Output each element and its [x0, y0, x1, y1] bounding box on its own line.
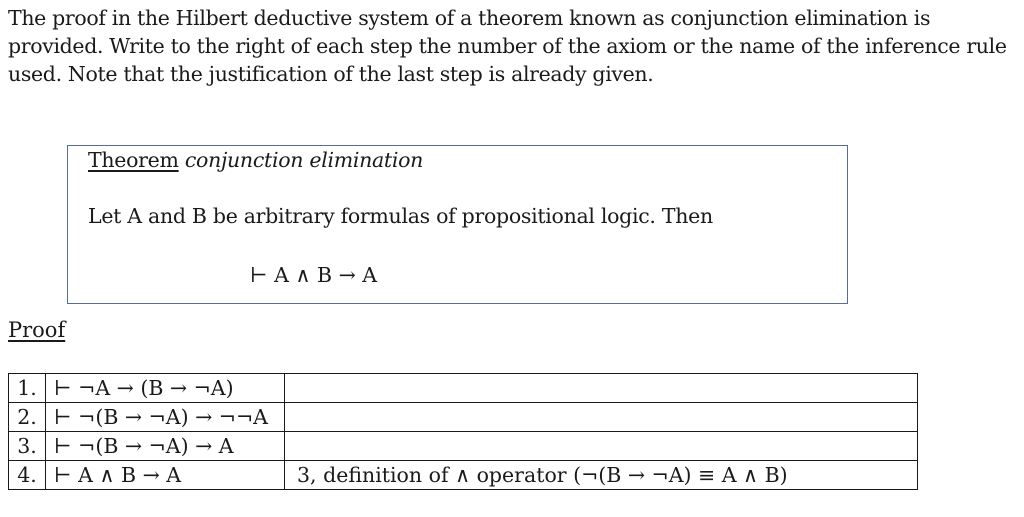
step-formula: ⊢ ¬(B → ¬A) → ¬¬A [46, 403, 285, 432]
theorem-label: Theorem [88, 148, 179, 172]
proof-heading: Proof [8, 318, 66, 342]
step-justification-field[interactable] [285, 374, 918, 403]
theorem-heading [88, 148, 423, 172]
theorem-formula: ⊢ A ∧ B → A [250, 263, 378, 287]
step-number: 3. [9, 432, 46, 461]
step-number: 1. [9, 374, 46, 403]
proof-row-3 [9, 432, 918, 461]
step-number: 4. [9, 461, 46, 490]
step-justification: 3, definition of ∧ operator (¬(B → ¬A) ≡ A ∧ B) [285, 461, 918, 490]
step-formula: ⊢ ¬(B → ¬A) → A [46, 432, 285, 461]
theorem-statement: Let A and B be arbitrary formulas of propositional logic. Then [88, 204, 713, 228]
proof-row-2 [9, 403, 918, 432]
step-number: 2. [9, 403, 46, 432]
theorem-name: conjunction elimination [184, 148, 424, 172]
step-justification-field[interactable] [285, 403, 918, 432]
step-justification-field[interactable] [285, 432, 918, 461]
proof-table [8, 373, 918, 490]
proof-row-1 [9, 374, 918, 403]
theorem-box [67, 145, 848, 304]
instructions-text: The proof in the Hilbert deductive system of a theorem known as conjunction elimination is provided. Write to the right of each step the number of the axiom or the name of the inference rule used. Note that the justification of the last step is already given. [8, 6, 1007, 86]
step-formula: ⊢ A ∧ B → A [46, 461, 285, 490]
proof-row-4 [9, 461, 918, 490]
step-formula: ⊢ ¬A → (B → ¬A) [46, 374, 285, 403]
